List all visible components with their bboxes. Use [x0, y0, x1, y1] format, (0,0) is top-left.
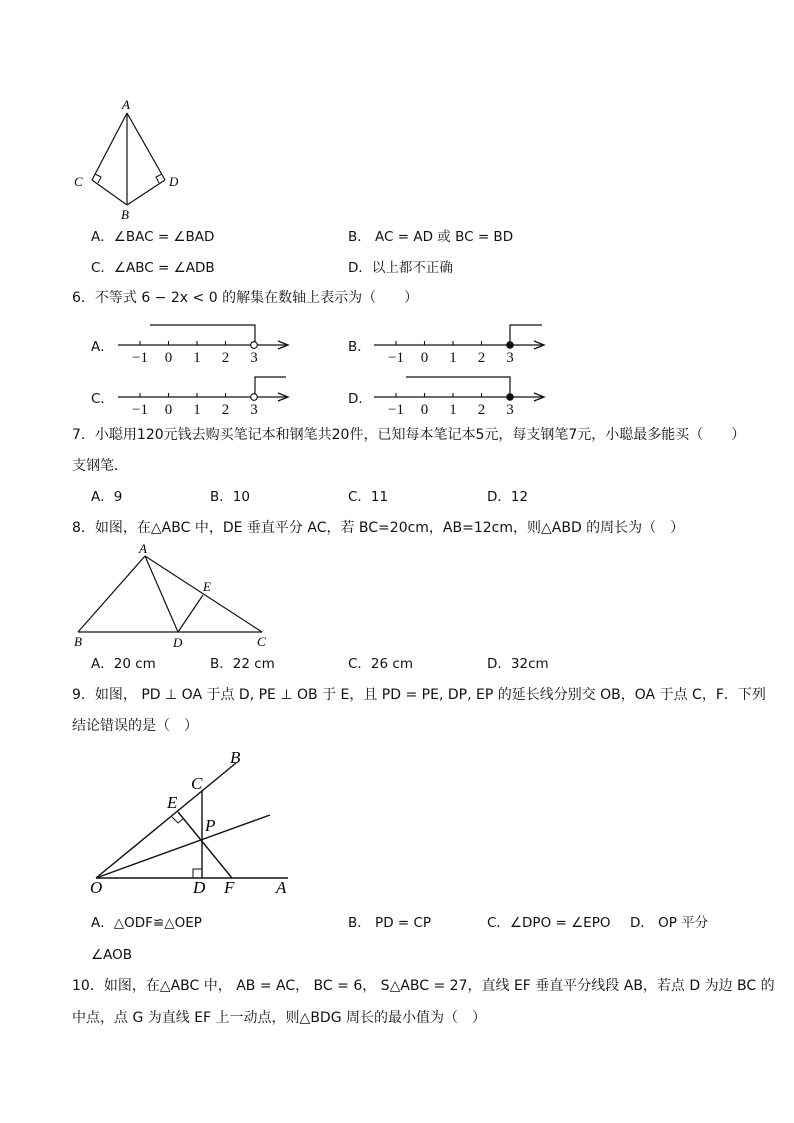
tick-label: 3 [250, 350, 258, 366]
label-A: A [276, 878, 287, 897]
q7-stem-line2: 支钢笔． [72, 458, 128, 474]
tick-label: −1 [132, 402, 148, 418]
q8-option-b[interactable]: B．22 cm [210, 656, 275, 672]
tick-label: 3 [506, 402, 514, 418]
label-F: F [224, 878, 235, 897]
q5-option-a[interactable]: A．∠BAC = ∠BAD [91, 229, 215, 245]
q9-option-d[interactable]: D． OP 平分 [630, 915, 709, 931]
solution-ray [150, 325, 255, 342]
q5-option-c[interactable]: C．∠ABC = ∠ADB [91, 260, 215, 276]
q6-option-a-label[interactable]: A． [91, 339, 114, 355]
tick-label: 3 [250, 402, 258, 418]
closed-endpoint [507, 342, 514, 349]
label-E: E [203, 579, 211, 594]
q8-option-a[interactable]: A．20 cm [91, 656, 156, 672]
number-line-a[interactable] [118, 322, 288, 368]
tick-label: 0 [420, 402, 429, 418]
label-D: D [173, 635, 183, 650]
tick-label: 2 [477, 402, 486, 418]
number-line-c[interactable] [118, 374, 288, 420]
open-endpoint [251, 394, 258, 401]
q5-option-d[interactable]: D．以上都不正确 [348, 260, 453, 276]
tick-label: 1 [193, 402, 201, 418]
label-P: P [205, 816, 216, 835]
tick-label: 0 [164, 402, 173, 418]
q8-option-c[interactable]: C．26 cm [348, 656, 413, 672]
label-D: D [169, 174, 179, 189]
label-A: A [139, 541, 147, 556]
q7-option-d[interactable]: D．12 [487, 489, 529, 505]
label-O: O [90, 878, 103, 897]
solution-ray [406, 377, 510, 394]
label-C: C [191, 774, 203, 793]
tick-label: 3 [506, 350, 514, 366]
solution-ray [255, 377, 286, 394]
q7-option-c[interactable]: C．11 [348, 489, 389, 505]
q9-option-d-continued: ∠AOB [91, 947, 132, 963]
q6-stem: 6．不等式 6 − 2x < 0 的解集在数轴上表示为（ ） [72, 290, 419, 306]
number-line-b[interactable] [374, 322, 544, 368]
figure-q5-kite [70, 95, 190, 225]
tick-label: 0 [420, 350, 429, 366]
q9-option-c[interactable]: C．∠DPO = ∠EPO [487, 915, 611, 931]
tick-label: −1 [132, 350, 148, 366]
open-endpoint [251, 342, 258, 349]
q6-option-d-label[interactable]: D． [348, 391, 372, 407]
q7-stem-line1: 7．小聪用120元钱去购买笔记本和钢笔共20件，已知每本笔记本5元，每支钢笔7元，小聪最多能买（ ） [72, 427, 746, 443]
tick-label: 1 [193, 350, 201, 366]
tick-label: −1 [388, 350, 404, 366]
label-B: B [74, 634, 82, 649]
q9-option-a[interactable]: A．△ODF≌△OEP [91, 915, 202, 931]
label-B: B [230, 748, 241, 767]
q5-option-b[interactable]: B． AC = AD 或 BC = BD [348, 229, 514, 245]
tick-label: 1 [449, 350, 457, 366]
q9-option-b[interactable]: B． PD = CP [348, 915, 432, 931]
q9-stem-line2: 结论错误的是（ ） [72, 718, 198, 734]
number-line-d[interactable] [374, 374, 544, 420]
label-C: C [74, 174, 83, 189]
tick-label: −1 [388, 402, 404, 418]
label-E: E [167, 793, 178, 812]
label-D: D [193, 878, 206, 897]
q10-stem-line2: 中点，点 G 为直线 EF 上一动点，则△BDG 周长的最小值为（ ） [72, 1010, 486, 1026]
label-C: C [257, 634, 266, 649]
q7-option-b[interactable]: B．10 [210, 489, 250, 505]
tick-label: 2 [477, 350, 486, 366]
q9-stem-line1: 9．如图， PD ⊥ OA 于点 D, PE ⊥ OB 于 E，且 PD = PE, DP, EP 的延长线分别交 OB，OA 于点 C，F．下列 [72, 687, 766, 703]
figure-q8-triangle [70, 538, 280, 653]
q8-option-d[interactable]: D．32cm [487, 656, 549, 672]
q10-stem-line1: 10．如图，在△ABC 中， AB = AC， BC = 6， S△ABC = 27，直线 EF 垂直平分线段 AB，若点 D 为边 BC 的 [72, 978, 775, 994]
tick-label: 2 [221, 350, 230, 366]
label-A: A [122, 97, 130, 112]
tick-label: 2 [221, 402, 230, 418]
q7-option-a[interactable]: A．9 [91, 489, 123, 505]
q6-option-b-label[interactable]: B． [348, 339, 371, 355]
tick-label: 1 [449, 402, 457, 418]
closed-endpoint [507, 394, 514, 401]
q8-stem: 8．如图，在△ABC 中，DE 垂直平分 AC，若 BC=20cm，AB=12cm，则△ABD 的周长为（ ） [72, 520, 685, 536]
tick-label: 0 [164, 350, 173, 366]
q6-option-c-label[interactable]: C． [91, 391, 114, 407]
label-B: B [121, 207, 129, 222]
solution-ray [510, 325, 542, 342]
figure-q9-angle [88, 745, 303, 900]
